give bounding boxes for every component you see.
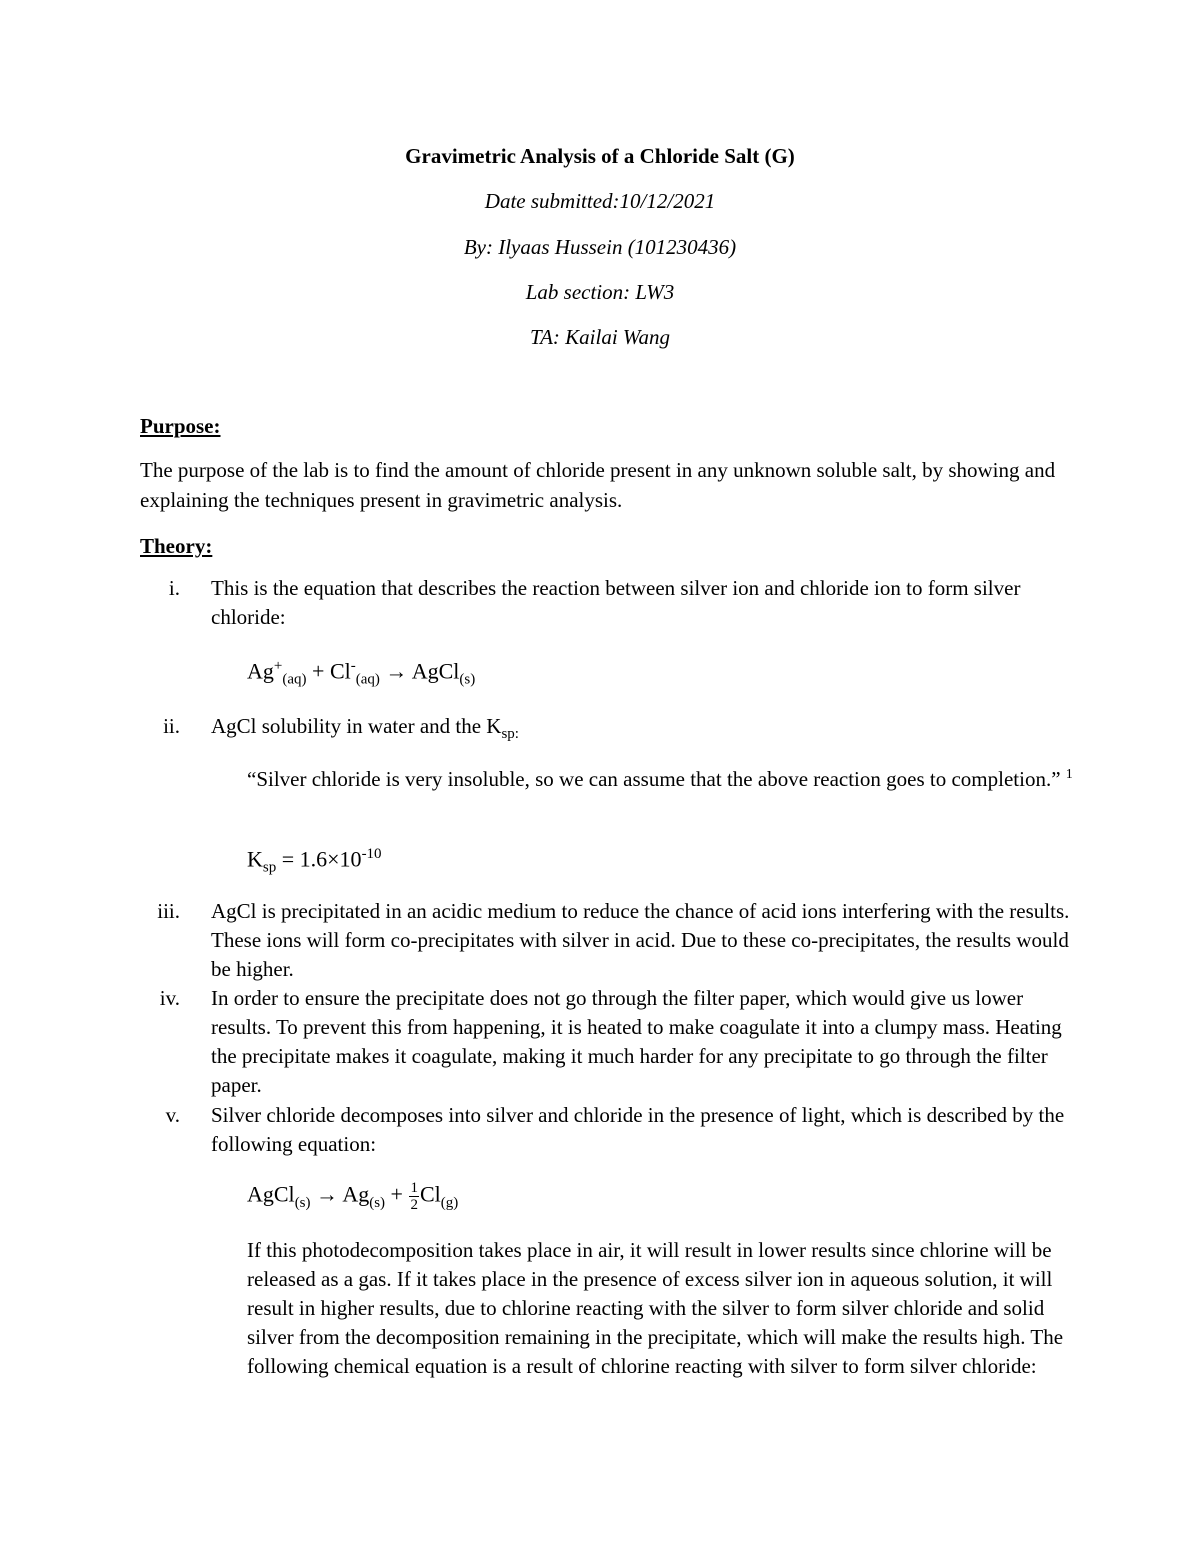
quote-block: “Silver chloride is very insoluble, so we can assume that the above reaction goes to completion.” $^1$ — [247, 767, 1073, 791]
item-numeral: iii. — [157, 899, 180, 923]
author-line: By: Ilyaas Hussein (101230436) — [463, 235, 737, 259]
footnote-ref: 1 — [1065, 767, 1073, 782]
equation-photodecomposition: AgCl$_{(s)}$ → $Ag_{(s)}$ + $\frac{1}{2}$ $Cl_{(g)}$ — [247, 1180, 459, 1213]
item-text: Silver chloride decomposes into silver and chloride in the presence of light, which is described by the following equation: — [211, 1103, 1065, 1156]
item-numeral: i. — [168, 576, 180, 600]
fraction-one-half: $\frac{1}{2}$ — [410, 1180, 418, 1213]
item-followup-text: If this photodecomposition takes place in air, it will result in lower results since chlorine will be released as a gas. If it takes place in the presence of excess silver ion in aqueous solution, it will result in higher results, due to chlorine reacting with the silver to form silver chloride and solid silver from the decomposition remaining in the precipitate, which will make the results high. The following chemical equation is a result of chlorine reacting with silver to form silver chloride: — [247, 1238, 1064, 1378]
item-text: AgCl solubility in water and the $K_{sp:}$ — [211, 714, 519, 743]
item-numeral: v. — [165, 1103, 180, 1127]
ksp-value: $K_{sp} = 1.6\times 10^{-10}$ — [247, 846, 382, 876]
item-numeral: iv. — [159, 986, 180, 1010]
theory-heading: Theory: — [140, 534, 213, 558]
document-title: Gravimetric Analysis of a Chloride Salt (G) — [405, 144, 795, 168]
purpose-text: The purpose of the lab is to find the amount of chloride present in any unknown soluble salt, by showing and explaining the techniques present in gravimetric analysis. — [140, 458, 1056, 512]
item-text: This is the equation that describes the reaction between silver ion and chloride ion to form silver chloride: — [211, 576, 1021, 629]
equation-agcl-formation: $Ag^+_{(aq)} + Cl^-_{(aq)}$ → AgCl$_{(s)}$ — [247, 658, 476, 688]
purpose-heading: Purpose: — [140, 414, 221, 438]
ta-line: TA: Kailai Wang — [529, 325, 671, 349]
lab-section: Lab section: LW3 — [525, 280, 675, 304]
date-submitted: Date submitted:10/12/2021 — [484, 189, 716, 213]
item-text: AgCl is precipitated in an acidic medium to reduce the chance of acid ions interfering with the results. These ions will form co-precipitates with silver in acid. Due to these co-precipitates, the results would be higher. — [211, 899, 1070, 981]
item-numeral: ii. — [163, 714, 180, 738]
item-text: In order to ensure the precipitate does not go through the filter paper, which would give us lower results. To prevent this from happening, it is heated to make coagulate it into a clumpy mass. Heating the precipitate makes it coagulate, making it much harder for any precipitate to go through the filter paper. — [211, 986, 1062, 1097]
